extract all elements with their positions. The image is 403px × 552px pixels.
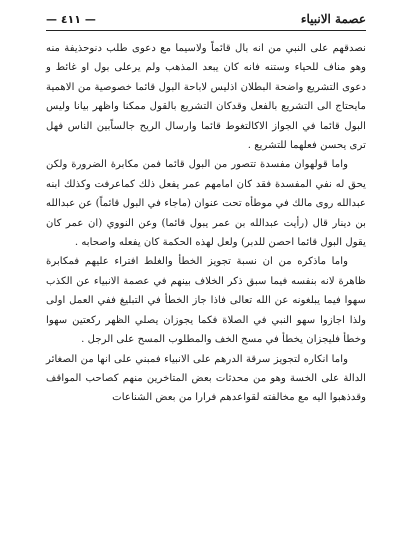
paragraph: واما انكاره لتجويز سرقة الدرهم على الانبياء فمبني على انها من الصغائر الدالة على الخسة وهو من محدثات بعض المتاخرين منهم كصاحب المواقف وقدذهبوا اليه مع مخالفته لقواعدهم فرارا من بعض الشناعات <box>46 353 366 404</box>
paragraph: واما قولهوان مفسدة تتصور من البول قائما فمن مكابرة الضرورة ولكن يحق له نفي المفسدة فقد كان امامهم عمر يفعل ذلك كماعرفت وكذلك ابنه عبدالله روى مالك في موطأه تحت عنوان (ماجاء في البول قائماً) عن عبدالله بن دينار قال (رأيت عبدالله بن عمر يبول قائما) وعن النووي (ان عمر كان يقول البول قائما احصن للدبر) ولعل لهذه الحكمة كان يفعله واصحابه . <box>46 159 366 249</box>
running-title: عصمة الانبياء <box>300 12 366 26</box>
paragraph: واما ماذكره من ان نسبة تجويز الخطأ والغلط افتراء عليهم فمكابرة ظاهرة لانه بنفسه فيما سبق ذكر الخلاف بينهم في عصمة الانبياء عن الكذب سهوا فيما يبلغونه عن الله تعالى فاذا جاز الخطأ في التبليغ ففي العمل اولى ولذا اجازوا سهو النبي في الصلاة فكما يجوزان يصلي الظهر ركعتين سهوا وخطأ فليجزان يخطأ في مسح الخف والمطلوب المسح على الرجل . <box>46 256 366 346</box>
body-text <box>46 39 366 408</box>
paragraph: نصدقهم على النبي من انه بال قائماً ولاسيما مع دعوى طلب دنوحذيفة منه وهو مناف للحياء وستنه فانه كان يبعد المذهب ولم يرعلى بول او غائط و دعوى التشريع واضحة البطلان اذليس لاباحة البول قائما خصوصية من الاهمية مايحتاج الى التشريع بالفعل وقدكان التشريع بالقول ممكنا واظهر بيانا وليس البول قائما في الجواز الاكالتغوط قائما وارسال الريح جالساًبين الناس فهل ترى يحسن فعلهما للتشريع . <box>46 43 366 152</box>
page-number: — ٤١١ — <box>46 12 96 26</box>
document-page <box>46 10 366 540</box>
header-rule <box>46 30 366 31</box>
running-header <box>46 10 366 28</box>
